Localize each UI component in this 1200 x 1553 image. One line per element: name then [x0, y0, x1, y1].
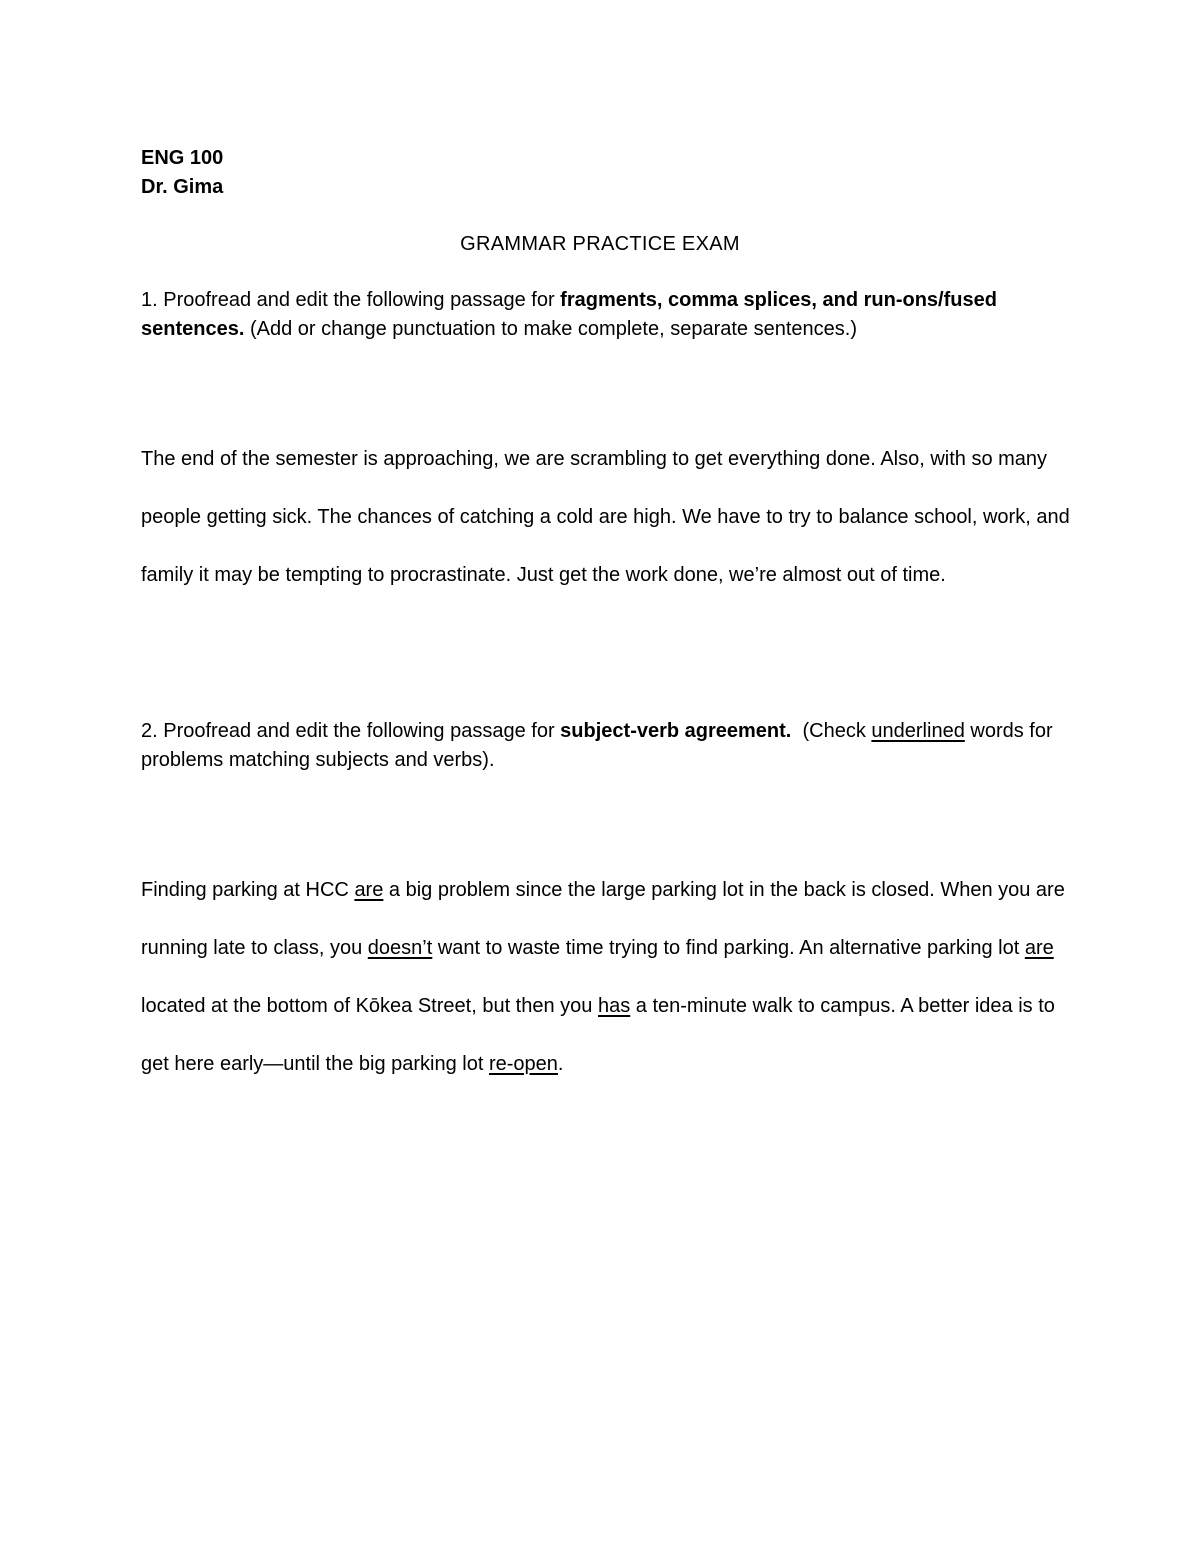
question-1-instructions: [141, 286, 1071, 344]
question-2-focus: subject-verb agreement.: [560, 720, 792, 742]
question-2-underlined-word: underlined: [871, 720, 965, 742]
passage-2-text: want to waste time trying to find parking. An alternative parking lot: [432, 937, 1025, 959]
course-name: ENG 100: [141, 147, 224, 169]
instructor-name: Dr. Gima: [141, 176, 224, 198]
passage-2-text: Finding parking at HCC: [141, 879, 355, 901]
underlined-verb: has: [597, 995, 631, 1017]
question-2-lead: 2. Proofread and edit the following passage for: [141, 720, 561, 742]
question-1-lead: 1. Proofread and edit the following passage for: [141, 289, 561, 311]
passage-2-text: .: [557, 1053, 564, 1075]
question-2-tail: words for problems matching subjects and verbs).: [141, 720, 1053, 771]
underlined-verb: doesn’t: [367, 937, 433, 959]
question-1-passage: The end of the semester is approaching, we are scrambling to get everything done. Also, with so many people getting sick. The chances of catching a cold are high. We have to try to balance school, work, and family it may be tempting to procrastinate. Just get the work done, we’re almost out of time.: [141, 448, 1070, 586]
question-2-mid: (Check: [791, 720, 872, 742]
question-1-focus: fragments, comma splices, and run-ons/fused sentences.: [141, 289, 997, 340]
page-title: GRAMMAR PRACTICE EXAM: [460, 233, 740, 255]
underlined-verb: are: [1024, 937, 1054, 959]
underlined-verb: are: [354, 879, 384, 901]
underlined-verb: re-open: [488, 1053, 558, 1075]
passage-2-text: a big problem since the large parking lot in the back is closed. When you are running late to class, you: [141, 879, 1065, 959]
course-header: [141, 144, 1071, 202]
question-2-instructions: [141, 717, 1071, 775]
passage-2-text: a ten-minute walk to campus. A better idea is to get here early—until the big parking lot: [141, 995, 1055, 1075]
passage-2-text: located at the bottom of Kōkea Street, but then you: [141, 995, 598, 1017]
question-2-passage: [141, 861, 1071, 1093]
question-1-tail: (Add or change punctuation to make complete, separate sentences.): [244, 318, 857, 340]
